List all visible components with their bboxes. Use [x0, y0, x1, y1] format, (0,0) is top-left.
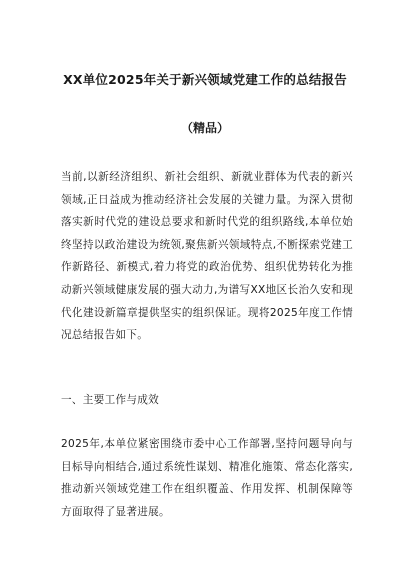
intro-paragraph: 当前,以新经济组织、新社会组织、新就业群体为代表的新兴领域,正日益成为推动经济社会发展的关键力量。为深入贯彻落实新时代党的建设总要求和新时代党的组织路线,本单位始终坚持以政治建设为统领,聚焦新兴领域特点,不断探索党建工作新路径、新模式,着力将党的政治优势、组织优势转化为推动新兴领域健康发展的强大动力,为谱写XX地区长治久安和现代化建设新篇章提供坚实的组织保证。现将2025年度工作情况总结报告如下。 — [61, 171, 353, 342]
document-subtitle: （精品） — [180, 121, 229, 135]
document-title: XX单位2025年关于新兴领域党建工作的总结报告 — [63, 72, 347, 87]
body-paragraph: 2025年,本单位紧密围绕市委中心工作部署,坚持问题导向与目标导向相结合,通过系统性谋划、精准化施策、常态化落实,推动新兴领域党建工作在组织覆盖、作用发挥、机制保障等方面取得了显著进展。 — [61, 438, 353, 518]
section-heading: 一、主要工作与成效 — [61, 394, 160, 406]
